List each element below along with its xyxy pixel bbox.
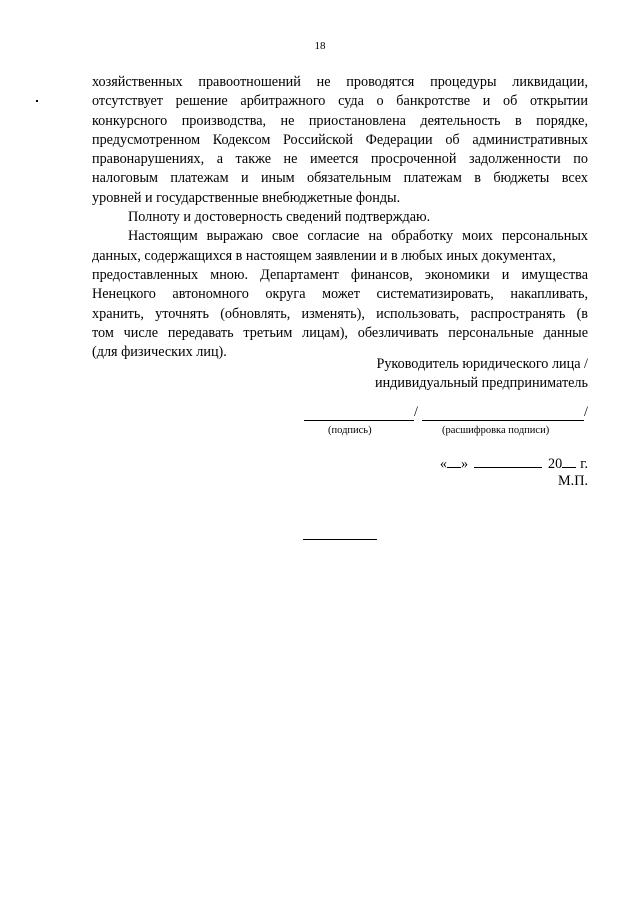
end-rule bbox=[303, 539, 377, 540]
signer-title-line-1: Руководитель юридического лица / bbox=[376, 356, 588, 372]
signature-decode-caption: (расшифровка подписи) bbox=[442, 425, 550, 436]
stray-mark bbox=[36, 100, 38, 102]
page-number: 18 bbox=[314, 40, 326, 52]
signature-slash: / bbox=[414, 404, 418, 420]
paragraph-3-line: Ненецкого автономного округа может систематизировать, накапливать, bbox=[92, 286, 588, 303]
paragraph-2: Полноту и достоверность сведений подтверждаю. bbox=[128, 209, 431, 226]
paragraph-3-line: предоставленных мною. Департамент финансов, экономики и имущества bbox=[92, 266, 588, 283]
date-year-prefix: 20 bbox=[548, 456, 563, 472]
seal-placeholder: М.П. bbox=[558, 473, 588, 489]
paragraph-1-line: хозяйственных правоотношений не проводятся процедуры ликвидации, bbox=[92, 74, 588, 90]
document-body bbox=[92, 73, 588, 362]
paragraph-1-line: конкурсного производства, не приостановлена деятельность в порядке, bbox=[92, 112, 588, 129]
date-close-quote: » bbox=[460, 456, 469, 472]
paragraph-1-line: правонарушениях, а также не имеется просроченной задолженности по bbox=[92, 151, 588, 168]
date-year-suffix: г. bbox=[580, 456, 588, 472]
date-open-quote: « bbox=[439, 456, 447, 472]
paragraph-1-line: уровней и государственные внебюджетные фонды. bbox=[92, 189, 401, 206]
paragraph-1-line: отсутствует решение арбитражного суда о банкротстве и об открытии bbox=[92, 93, 588, 110]
paragraph-3-line: том числе передавать третьим лицам), обезличивать персональные данные bbox=[92, 324, 588, 341]
signer-block bbox=[375, 355, 588, 394]
paragraph-3-line: (для физических лиц). bbox=[92, 344, 227, 361]
date-month-blank bbox=[474, 455, 542, 468]
signature-block bbox=[304, 404, 590, 444]
paragraph-1-line: предусмотренном Кодексом Российской Федерации об административных bbox=[92, 131, 588, 148]
signature-line bbox=[304, 420, 414, 421]
paragraph-1-line: налоговым платежам и иным обязательным платежам в бюджеты всех bbox=[92, 170, 588, 187]
paragraph-3-line: Настоящим выражаю свое согласие на обработку моих персональных bbox=[128, 228, 588, 245]
signature-decode-line bbox=[422, 420, 584, 421]
signature-decode-slash: / bbox=[584, 404, 588, 420]
date-line bbox=[440, 455, 588, 473]
signer-title-line-2: индивидуальный предприниматель bbox=[375, 375, 588, 392]
signature-caption: (подпись) bbox=[328, 425, 372, 436]
date-year-blank bbox=[562, 455, 576, 468]
paragraph-3-line: данных, содержащихся в настоящем заявлении и в любых иных документах, bbox=[92, 247, 556, 264]
date-day-blank bbox=[447, 455, 461, 468]
paragraph-3-line: хранить, уточнять (обновлять, изменять), использовать, распространять (в bbox=[92, 305, 588, 322]
